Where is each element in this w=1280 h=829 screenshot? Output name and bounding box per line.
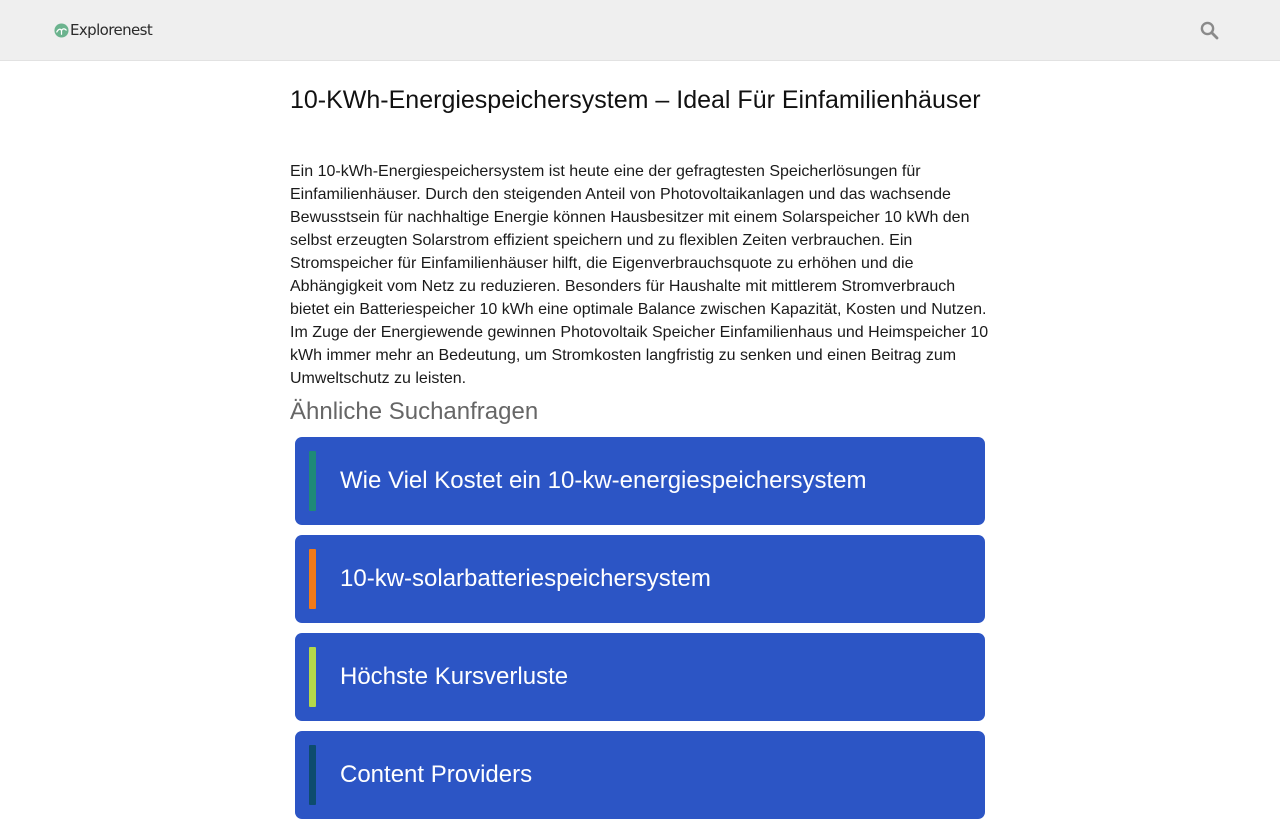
related-search-label: Content Providers (340, 761, 533, 788)
intro-paragraph: Ein 10-kWh-Energiespeichersystem ist heute eine der gefragtesten Speicherlösungen für Einfamilienhäuser. Durch den steigenden Anteil von Photovoltaikanlagen und das wachsende Bewusstsein für nachhaltige Energie können Hausbesitzer mit einem Solarspeicher 10 kWh den selbst erzeugten Solarstrom effizient speichern und zu flexiblen Zeiten verbrauchen. Ein Stromspeicher für Einfamilienhäuser hilft, die Eigenverbrauchsquote zu erhöhen und die Abhängigkeit vom Netz zu reduzieren. Besonders für Haushalte mit mittlerem Stromverbrauch bietet ein Batteriespeicher 10 kWh eine optimale Balance zwischen Kapazität, Kosten und Nutzen. Im Zuge der Energiewende gewinnen Photovoltaik Speicher Einfamilienhaus und Heimspeicher 10 kWh immer mehr an Bedeutung, um Stromkosten langfristig zu senken und einen Beitrag zum Umweltschutz zu leisten. (290, 163, 989, 387)
related-search-item[interactable] (295, 535, 985, 623)
accent-bar (309, 647, 316, 707)
brand-logo-link[interactable] (54, 20, 152, 40)
main-content (290, 62, 990, 829)
related-search-item[interactable] (295, 633, 985, 721)
search-icon (1199, 20, 1221, 42)
globe-leaf-icon (54, 23, 69, 38)
accent-bar (309, 451, 316, 511)
related-searches-list (295, 437, 990, 819)
related-search-label: 10-kw-solarbatteriespeichersystem (340, 565, 711, 592)
brand-name: Explorenest (70, 21, 153, 39)
related-search-label: Wie Viel Kostet ein 10-kw-energiespeichersystem (340, 467, 867, 494)
page-title: 10-KWh-Energiespeichersystem – Ideal Für Einfamilienhäuser (290, 86, 981, 114)
related-search-label: Höchste Kursverluste (340, 663, 569, 690)
top-bar (0, 0, 1280, 61)
search-button[interactable] (1199, 20, 1221, 42)
accent-bar (309, 745, 316, 805)
related-searches-heading: Ähnliche Suchanfragen (290, 398, 539, 425)
related-search-item[interactable] (295, 437, 985, 525)
accent-bar (309, 549, 316, 609)
related-search-item[interactable] (295, 731, 985, 819)
